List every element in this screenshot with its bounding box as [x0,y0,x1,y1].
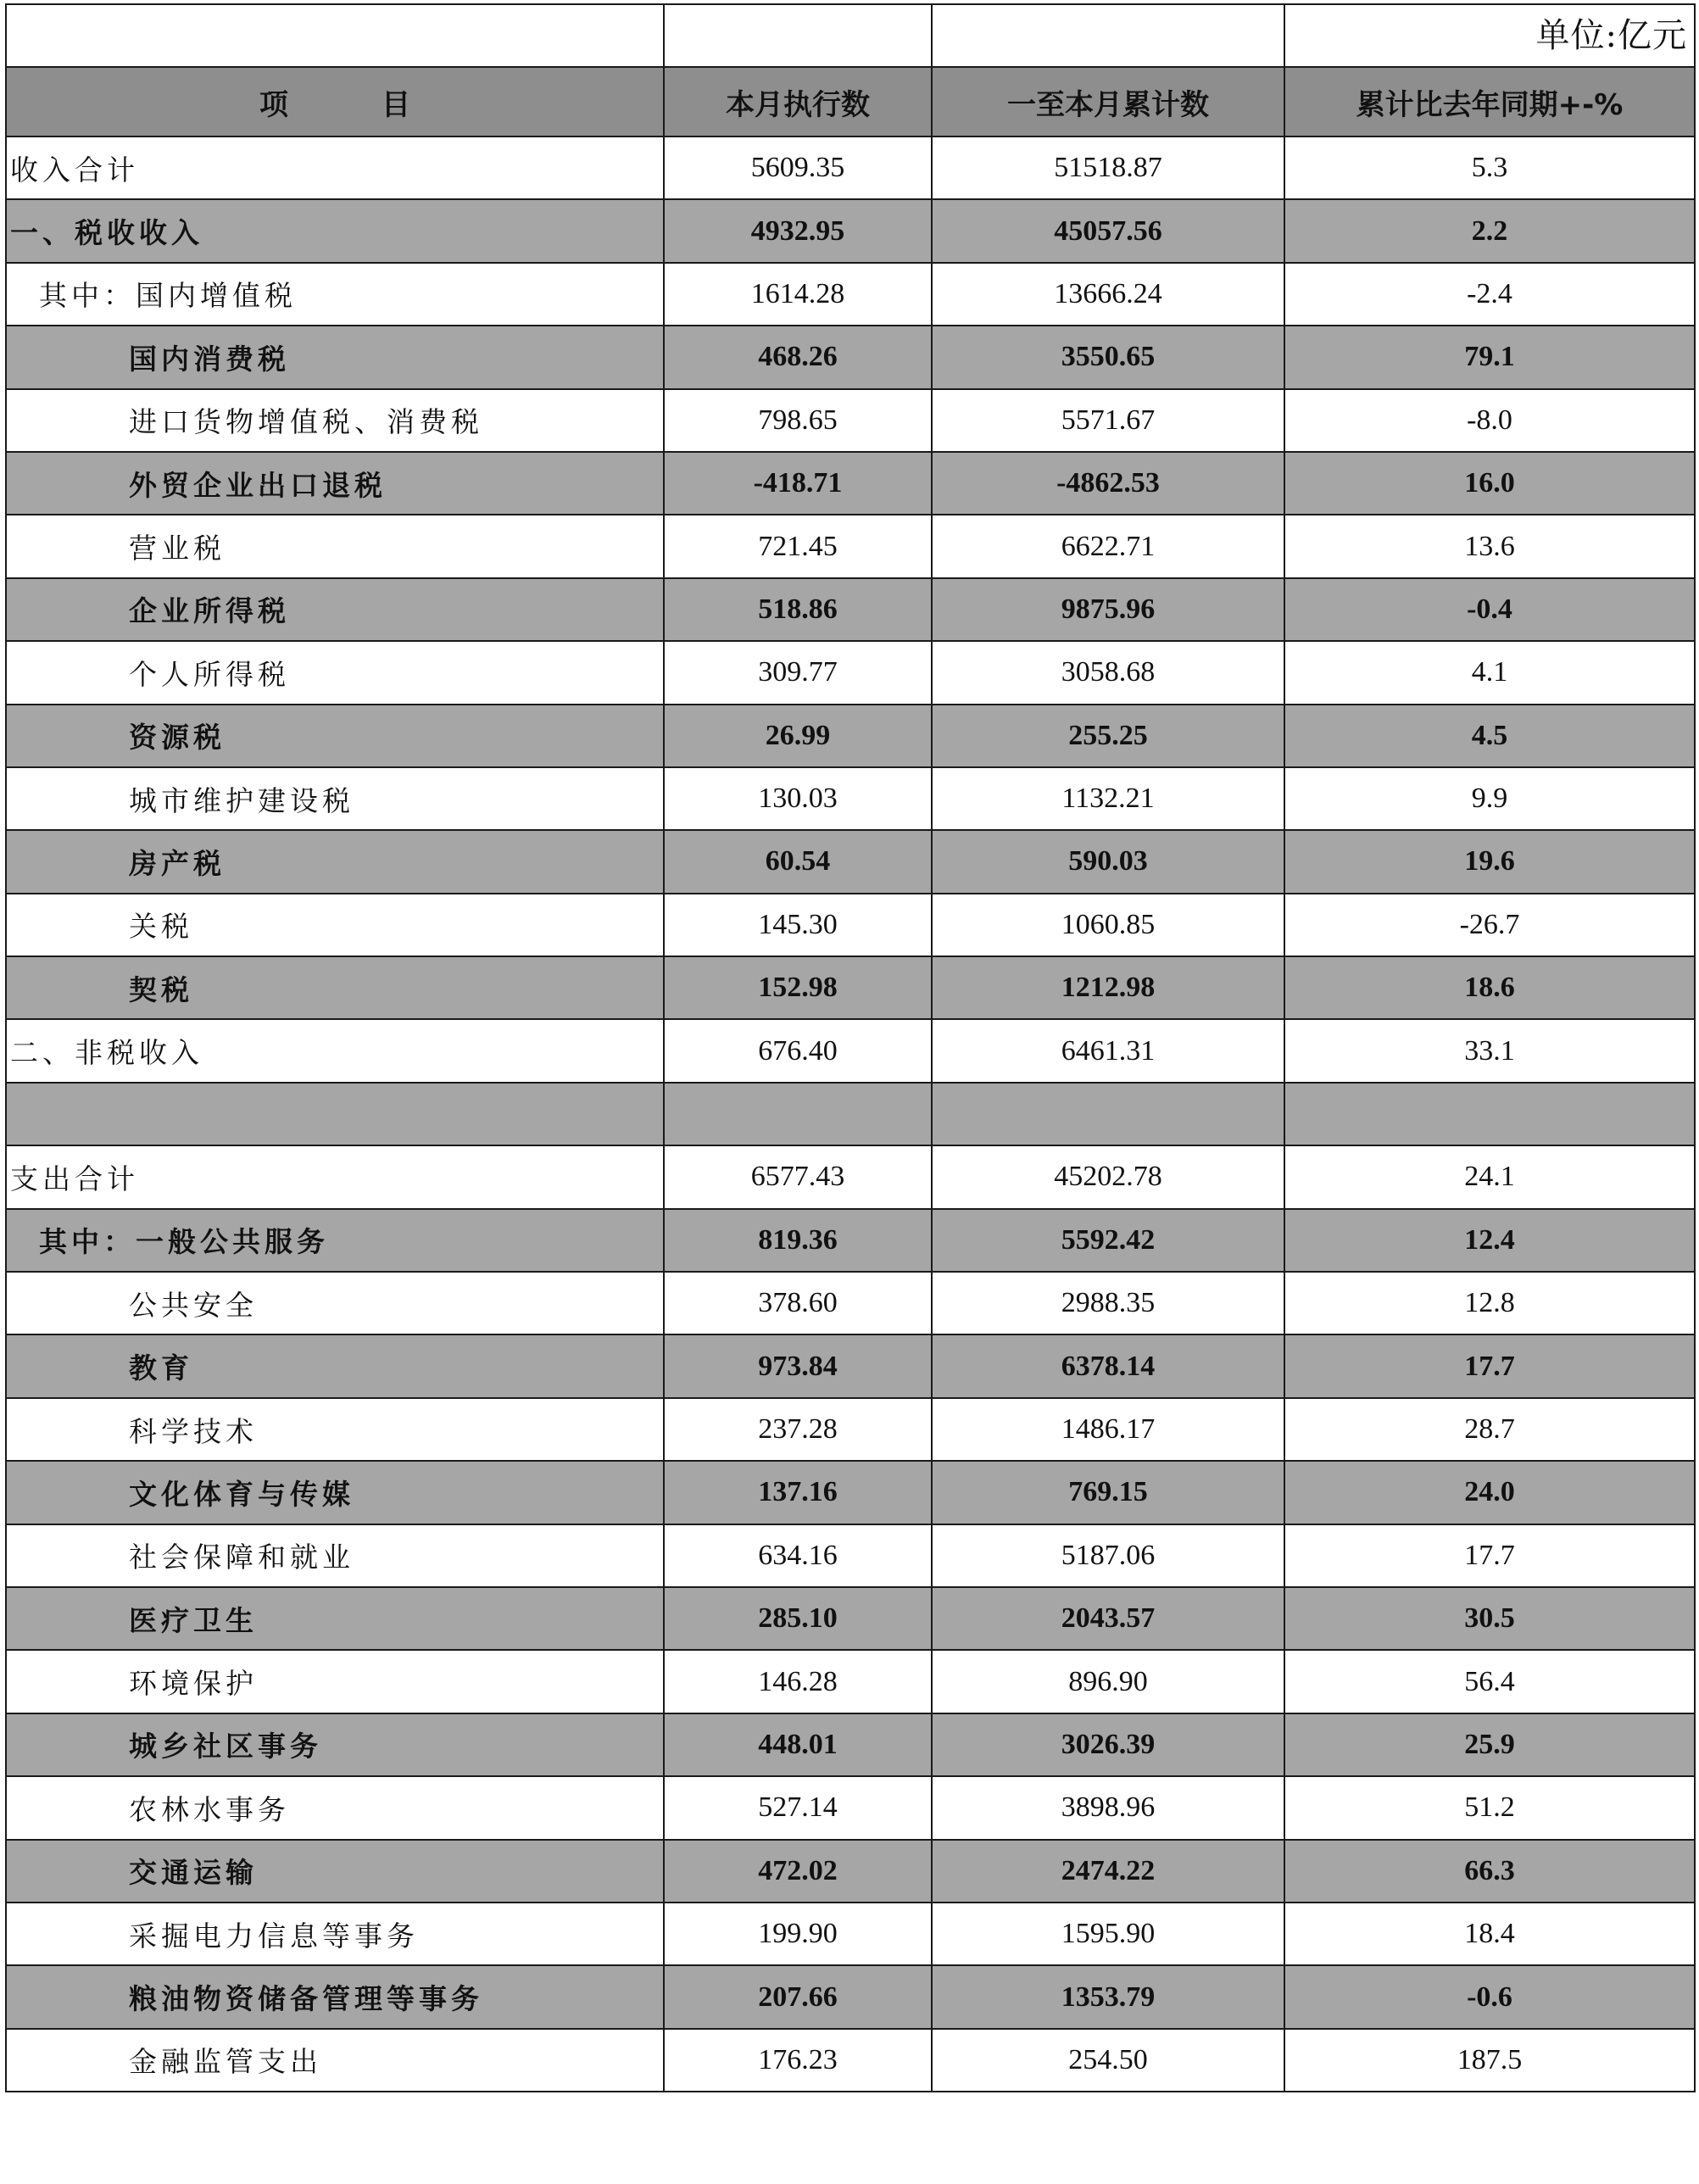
row-item-label: 采掘电力信息等事务 [6,1903,664,1965]
row-item-label: 农林水事务 [6,1776,664,1839]
row-cumulative-value: 3026.39 [932,1713,1284,1776]
row-item-label: 交通运输 [6,1840,664,1903]
row-month-value: 4932.95 [664,199,932,262]
row-pct-value: 2.2 [1284,199,1695,262]
unit-row-blank-cell [932,4,1284,67]
table-row [6,1461,1695,1524]
table-row [6,894,1695,956]
row-item-label: 环境保护 [6,1650,664,1713]
row-month-value: 146.28 [664,1650,932,1713]
table-row [6,1398,1695,1461]
row-month-value: 26.99 [664,705,932,767]
table-row [6,1209,1695,1272]
row-item-label: 企业所得税 [6,578,664,641]
table-row [6,956,1695,1019]
header-row [6,67,1695,136]
row-item-label: 文化体育与传媒 [6,1461,664,1524]
row-month-value: 152.98 [664,956,932,1019]
table-row [6,1903,1695,1965]
row-item-label: 营业税 [6,515,664,577]
row-cumulative-value: 5571.67 [932,389,1284,452]
table-row [6,1776,1695,1839]
row-cumulative-value [932,1083,1284,1145]
row-cumulative-value: 2043.57 [932,1587,1284,1650]
row-item-label: 社会保障和就业 [6,1524,664,1587]
row-pct-value: 51.2 [1284,1776,1695,1839]
unit-label: 单位:亿元 [1284,4,1695,67]
row-month-value: 145.30 [664,894,932,956]
row-month-value: 176.23 [664,2029,932,2092]
row-pct-value: 56.4 [1284,1650,1695,1713]
row-month-value: 472.02 [664,1840,932,1903]
table-row [6,515,1695,577]
row-cumulative-value: 1486.17 [932,1398,1284,1461]
row-month-value: 468.26 [664,326,932,388]
unit-row-blank-cell [664,4,932,67]
row-pct-value: 33.1 [1284,1019,1695,1082]
table-row [6,136,1695,199]
row-item-label: 关税 [6,894,664,956]
row-month-value: 6577.43 [664,1145,932,1208]
row-pct-value: -26.7 [1284,894,1695,956]
row-pct-value: -0.4 [1284,578,1695,641]
row-month-value: 137.16 [664,1461,932,1524]
row-pct-value: 17.7 [1284,1334,1695,1397]
row-month-value: 973.84 [664,1334,932,1397]
row-month-value: 1614.28 [664,263,932,326]
row-month-value: -418.71 [664,452,932,515]
column-header-item [6,67,664,136]
row-item-label: 金融监管支出 [6,2029,664,2092]
row-month-value: 676.40 [664,1019,932,1082]
row-pct-value: 28.7 [1284,1398,1695,1461]
table-row [6,1083,1695,1145]
table-row [6,578,1695,641]
row-pct-value: 24.0 [1284,1461,1695,1524]
fiscal-report-sheet [5,3,1694,2181]
row-item-label: 医疗卫生 [6,1587,664,1650]
row-item-label: 进口货物增值税、消费税 [6,389,664,452]
row-pct-value: -8.0 [1284,389,1695,452]
row-cumulative-value: 590.03 [932,830,1284,893]
table-row [6,1713,1695,1776]
row-pct-value: -0.6 [1284,1965,1695,2028]
row-cumulative-value: 769.15 [932,1461,1284,1524]
row-pct-value: 18.4 [1284,1903,1695,1965]
row-cumulative-value: 1132.21 [932,767,1284,830]
table-row [6,1145,1695,1208]
row-item-label: 契税 [6,956,664,1019]
table-row [6,641,1695,704]
row-cumulative-value: 45202.78 [932,1145,1284,1208]
table-row [6,1965,1695,2028]
column-header-item-part1: 项 [259,87,288,122]
unit-row [6,4,1695,67]
table-row [6,767,1695,830]
row-cumulative-value: 6461.31 [932,1019,1284,1082]
row-month-value: 130.03 [664,767,932,830]
row-pct-value: 187.5 [1284,2029,1695,2092]
row-item-label: 粮油物资储备管理等事务 [6,1965,664,2028]
row-pct-value: 66.3 [1284,1840,1695,1903]
row-item-label: 其中：国内增值税 [6,263,664,326]
row-cumulative-value: 3550.65 [932,326,1284,388]
row-item-label: 一、税收收入 [6,199,664,262]
table-row [6,1334,1695,1397]
row-cumulative-value: 1353.79 [932,1965,1284,2028]
row-item-label: 收入合计 [6,136,664,199]
table-row [6,2029,1695,2092]
column-header-pct: 累计比去年同期+-% [1284,67,1695,136]
row-pct-value: 12.4 [1284,1209,1695,1272]
row-item-label [6,1083,664,1145]
column-header-item-part2: 目 [382,87,410,122]
row-month-value: 634.16 [664,1524,932,1587]
row-item-label: 教育 [6,1334,664,1397]
row-month-value: 721.45 [664,515,932,577]
row-cumulative-value: 896.90 [932,1650,1284,1713]
table-row [6,326,1695,388]
row-cumulative-value: 13666.24 [932,263,1284,326]
row-item-label: 科学技术 [6,1398,664,1461]
row-item-label: 资源税 [6,705,664,767]
table-row [6,1019,1695,1082]
row-pct-value: 5.3 [1284,136,1695,199]
row-month-value: 448.01 [664,1713,932,1776]
row-cumulative-value: 45057.56 [932,199,1284,262]
row-pct-value: 13.6 [1284,515,1695,577]
table-row [6,1587,1695,1650]
row-month-value: 5609.35 [664,136,932,199]
row-cumulative-value: 2474.22 [932,1840,1284,1903]
row-month-value: 798.65 [664,389,932,452]
row-month-value: 309.77 [664,641,932,704]
row-pct-value: 25.9 [1284,1713,1695,1776]
row-pct-value: 12.8 [1284,1272,1695,1334]
row-pct-value: 18.6 [1284,956,1695,1019]
row-item-label: 支出合计 [6,1145,664,1208]
column-header-cumulative: 一至本月累计数 [932,67,1284,136]
row-pct-value: 19.6 [1284,830,1695,893]
row-month-value: 527.14 [664,1776,932,1839]
row-cumulative-value: 2988.35 [932,1272,1284,1334]
row-pct-value: 79.1 [1284,326,1695,388]
row-month-value: 819.36 [664,1209,932,1272]
row-pct-value: 4.5 [1284,705,1695,767]
row-cumulative-value: 254.50 [932,2029,1284,2092]
row-item-label: 其中：一般公共服务 [6,1209,664,1272]
table-row [6,1272,1695,1334]
table-row [6,705,1695,767]
row-cumulative-value: 1060.85 [932,894,1284,956]
row-item-label: 城乡社区事务 [6,1713,664,1776]
row-item-label: 二、非税收入 [6,1019,664,1082]
row-item-label: 房产税 [6,830,664,893]
column-header-month: 本月执行数 [664,67,932,136]
row-cumulative-value: 6378.14 [932,1334,1284,1397]
row-pct-value: 9.9 [1284,767,1695,830]
row-cumulative-value: 1595.90 [932,1903,1284,1965]
row-month-value: 60.54 [664,830,932,893]
row-cumulative-value: 9875.96 [932,578,1284,641]
row-month-value [664,1083,932,1145]
row-pct-value: 17.7 [1284,1524,1695,1587]
row-cumulative-value: 6622.71 [932,515,1284,577]
row-month-value: 199.90 [664,1903,932,1965]
row-pct-value: 4.1 [1284,641,1695,704]
row-item-label: 公共安全 [6,1272,664,1334]
row-month-value: 285.10 [664,1587,932,1650]
unit-row-blank-cell [6,4,664,67]
row-month-value: 237.28 [664,1398,932,1461]
row-month-value: 378.60 [664,1272,932,1334]
row-month-value: 518.86 [664,578,932,641]
table-row [6,1524,1695,1587]
row-pct-value: -2.4 [1284,263,1695,326]
table-row [6,1650,1695,1713]
row-cumulative-value: 3898.96 [932,1776,1284,1839]
row-cumulative-value: 5592.42 [932,1209,1284,1272]
row-month-value: 207.66 [664,1965,932,2028]
row-pct-value: 30.5 [1284,1587,1695,1650]
row-cumulative-value: 5187.06 [932,1524,1284,1587]
table-row [6,199,1695,262]
row-cumulative-value: 255.25 [932,705,1284,767]
row-pct-value: 16.0 [1284,452,1695,515]
table-row [6,263,1695,326]
row-item-label: 外贸企业出口退税 [6,452,664,515]
row-item-label: 国内消费税 [6,326,664,388]
row-cumulative-value: 1212.98 [932,956,1284,1019]
table-row [6,389,1695,452]
row-pct-value [1284,1083,1695,1145]
table-row [6,1840,1695,1903]
row-item-label: 个人所得税 [6,641,664,704]
row-cumulative-value: -4862.53 [932,452,1284,515]
row-cumulative-value: 3058.68 [932,641,1284,704]
row-pct-value: 24.1 [1284,1145,1695,1208]
row-cumulative-value: 51518.87 [932,136,1284,199]
table-row [6,452,1695,515]
fiscal-table [5,3,1696,2092]
table-row [6,830,1695,893]
row-item-label: 城市维护建设税 [6,767,664,830]
